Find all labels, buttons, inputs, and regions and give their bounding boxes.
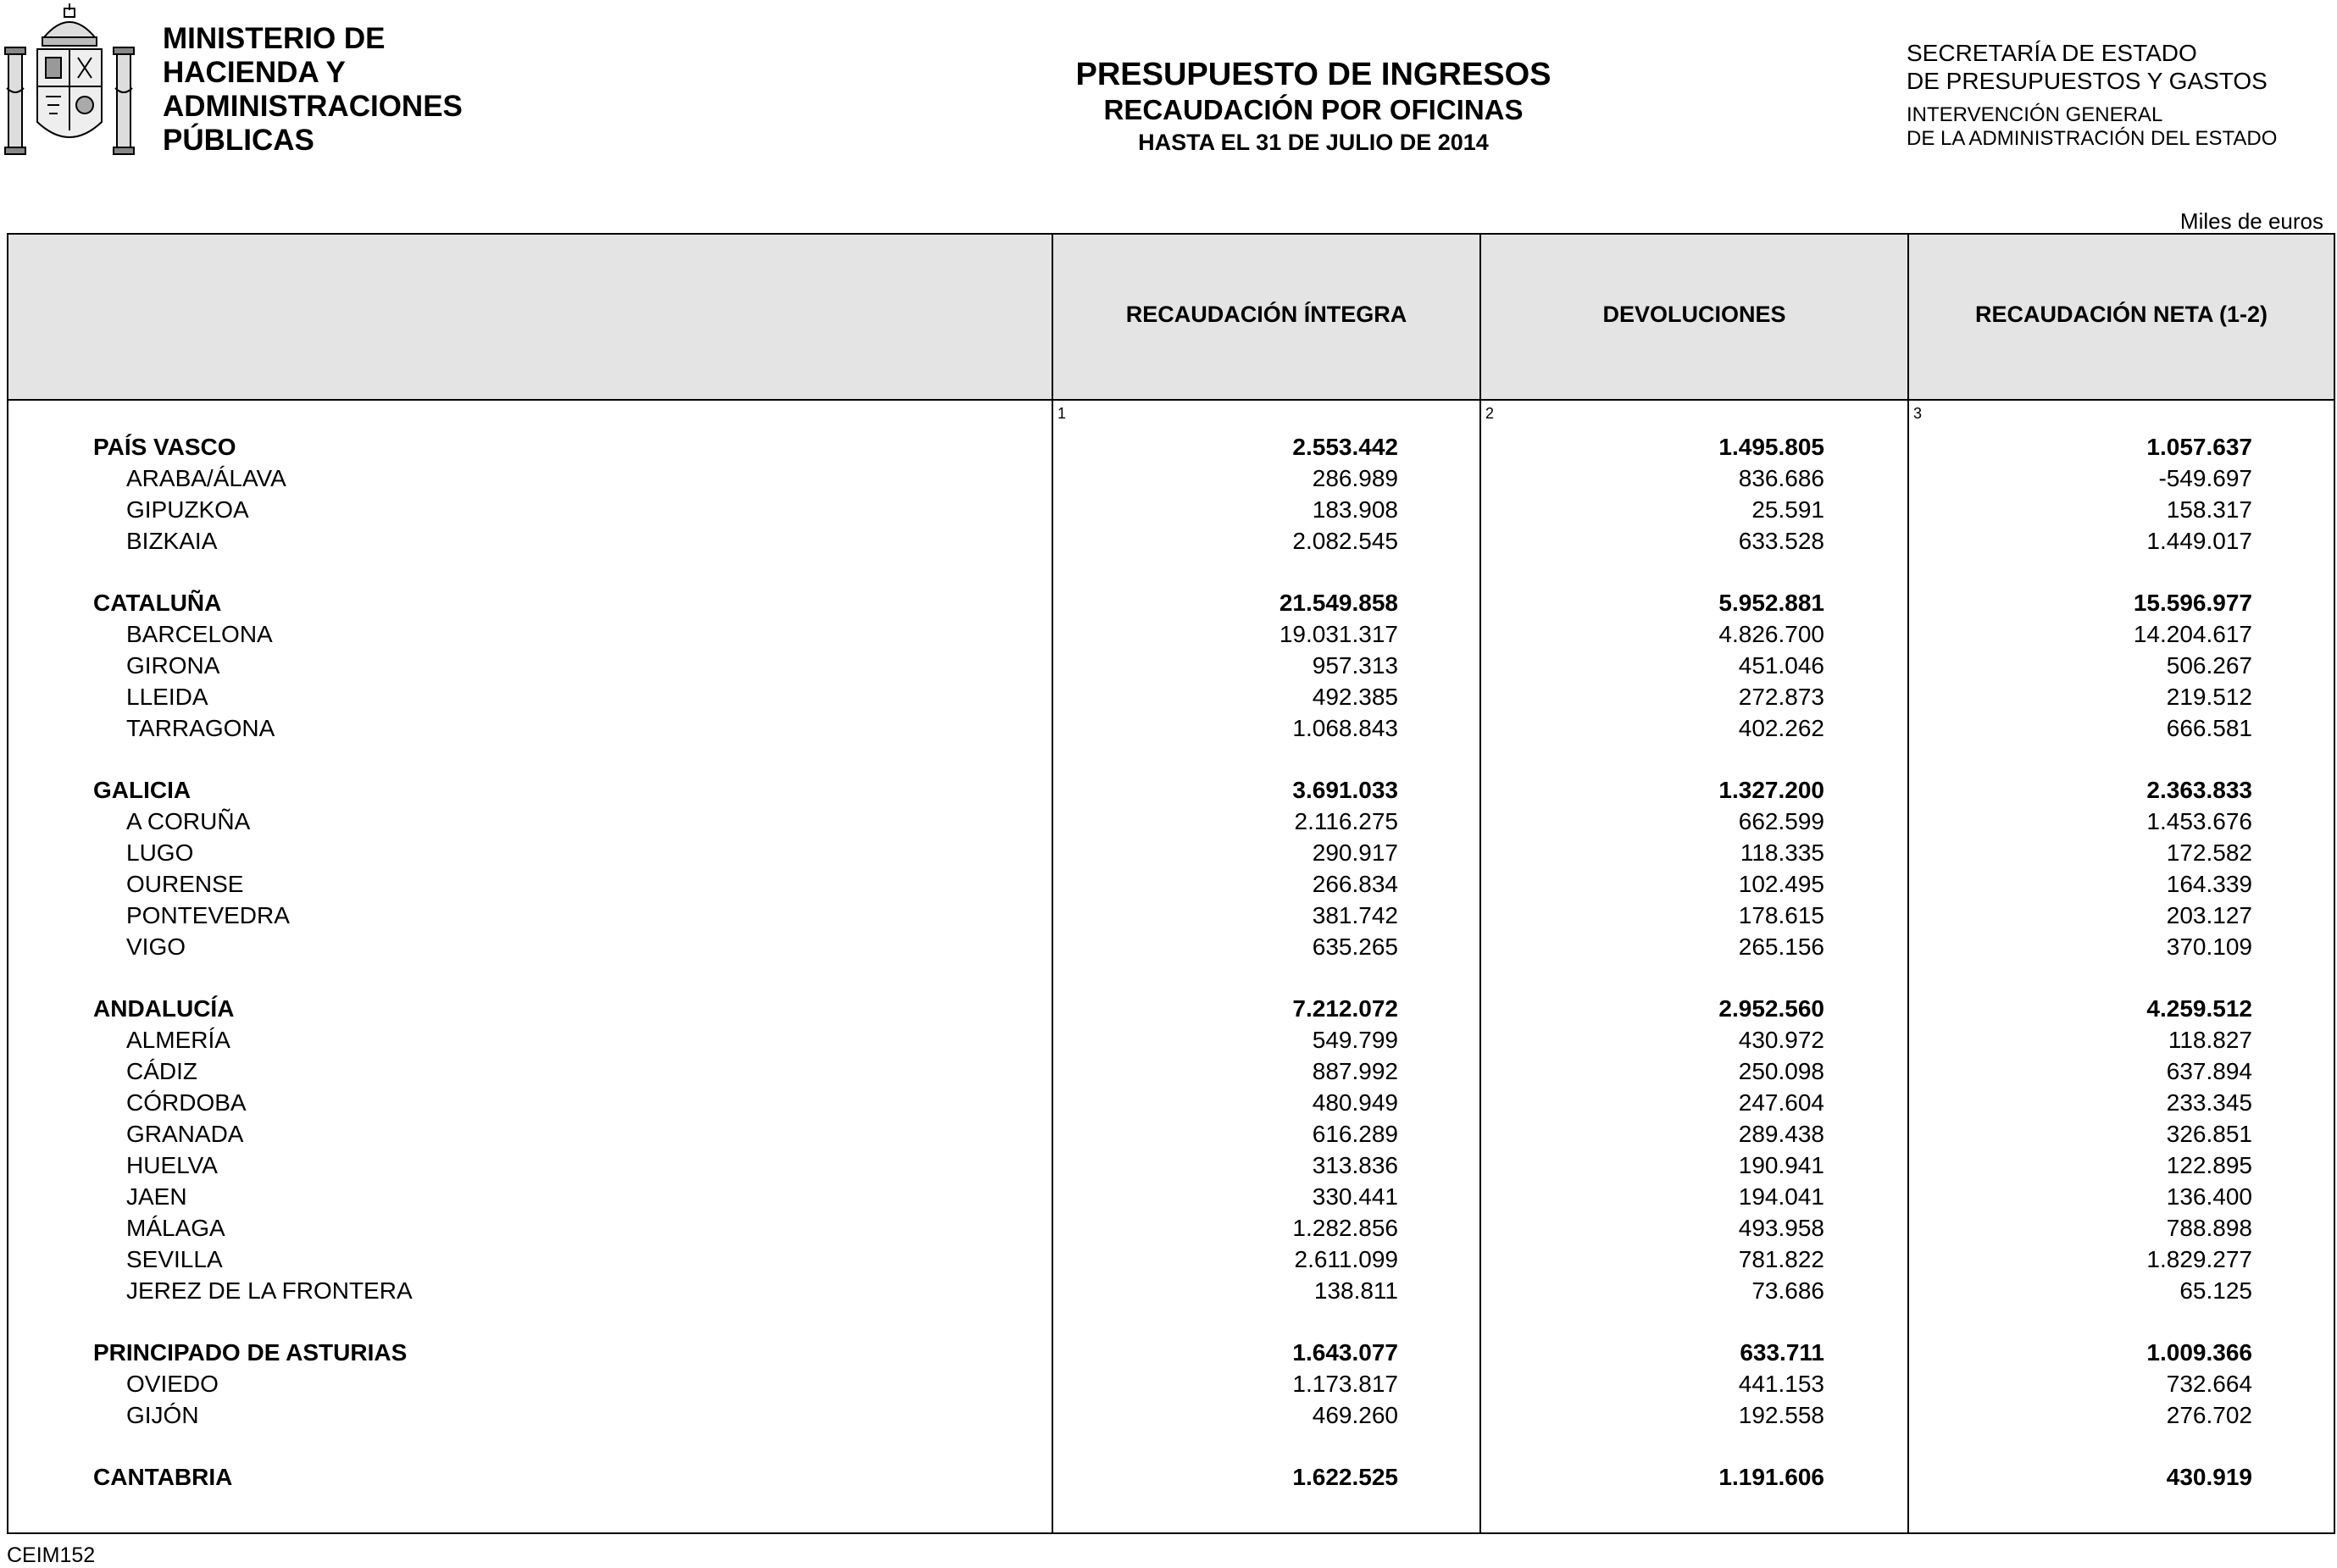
ministry-line: MINISTERIO DE xyxy=(163,22,386,55)
row-name: SEVILLA xyxy=(126,1246,223,1272)
column-header-neta: RECAUDACIÓN NETA (1-2) xyxy=(1974,302,2268,327)
value-neta: 276.702 xyxy=(2166,1402,2252,1428)
value-integra: 957.313 xyxy=(1312,652,1398,679)
value-neta: 506.267 xyxy=(2166,652,2252,679)
ministry-line: PÚBLICAS xyxy=(163,124,314,157)
value-integra: 2.611.099 xyxy=(1294,1246,1398,1272)
region-row xyxy=(8,993,2334,1024)
report-subtitle: RECAUDACIÓN POR OFICINAS xyxy=(1103,94,1524,125)
value-devoluciones: 662.599 xyxy=(1738,808,1824,834)
office-row xyxy=(8,900,2334,931)
value-integra: 1.068.843 xyxy=(1292,715,1398,741)
region-row xyxy=(8,1337,2334,1368)
value-integra: 887.992 xyxy=(1312,1058,1398,1084)
office-row xyxy=(8,1275,2334,1306)
row-name: BARCELONA xyxy=(126,621,273,647)
office-row xyxy=(8,494,2334,525)
office-row xyxy=(8,931,2334,962)
value-neta: 326.851 xyxy=(2166,1121,2252,1147)
footer-code: CEIM152 xyxy=(7,1543,96,1567)
value-integra: 1.622.525 xyxy=(1292,1464,1398,1490)
report-title-block xyxy=(763,56,1864,158)
office-row xyxy=(8,1024,2334,1055)
row-name: CATALUÑA xyxy=(93,590,222,616)
value-devoluciones: 194.041 xyxy=(1738,1183,1824,1210)
office-row xyxy=(8,868,2334,900)
row-name: JEREZ DE LA FRONTERA xyxy=(126,1277,413,1304)
value-devoluciones: 102.495 xyxy=(1738,871,1824,897)
secretaria-line: DE PRESUPUESTOS Y GASTOS xyxy=(1907,68,2268,94)
value-neta: 172.582 xyxy=(2166,839,2252,866)
office-row xyxy=(8,1212,2334,1244)
row-name: JAEN xyxy=(126,1183,187,1210)
ministry-line: HACIENDA Y xyxy=(163,56,346,89)
value-devoluciones: 430.972 xyxy=(1738,1027,1824,1053)
value-devoluciones: 265.156 xyxy=(1738,934,1824,960)
value-neta: 219.512 xyxy=(2166,684,2252,710)
column-number: 1 xyxy=(1057,405,1067,422)
value-devoluciones: 402.262 xyxy=(1738,715,1824,741)
value-neta: 14.204.617 xyxy=(2133,621,2252,647)
value-integra: 480.949 xyxy=(1312,1089,1398,1116)
value-devoluciones: 2.952.560 xyxy=(1718,995,1824,1022)
row-name: ARABA/ÁLAVA xyxy=(126,465,286,491)
office-row xyxy=(8,618,2334,650)
value-neta: 1.453.676 xyxy=(2146,808,2252,834)
value-integra: 266.834 xyxy=(1312,871,1398,897)
office-row xyxy=(8,1087,2334,1118)
row-name: HUELVA xyxy=(126,1152,218,1178)
value-integra: 3.691.033 xyxy=(1292,777,1398,803)
value-neta: 788.898 xyxy=(2166,1215,2252,1241)
value-devoluciones: 633.528 xyxy=(1738,528,1824,554)
region-row xyxy=(8,774,2334,806)
office-row xyxy=(8,1150,2334,1181)
region-row xyxy=(8,431,2334,463)
row-name: VIGO xyxy=(126,934,186,960)
value-devoluciones: 1.327.200 xyxy=(1718,777,1824,803)
value-neta: 1.829.277 xyxy=(2146,1246,2252,1272)
row-name: GRANADA xyxy=(126,1121,244,1147)
value-neta: 65.125 xyxy=(2179,1277,2252,1304)
row-name: BIZKAIA xyxy=(126,528,218,554)
intervencion-line: DE LA ADMINISTRACIÓN DEL ESTADO xyxy=(1907,127,2278,150)
value-devoluciones: 289.438 xyxy=(1738,1121,1824,1147)
value-integra: 549.799 xyxy=(1312,1027,1398,1053)
region-row xyxy=(8,1461,2334,1493)
row-name: LLEIDA xyxy=(126,684,208,710)
office-row xyxy=(8,681,2334,712)
value-neta: 164.339 xyxy=(2166,871,2252,897)
value-neta: 158.317 xyxy=(2166,496,2252,523)
office-row xyxy=(8,1055,2334,1087)
ministry-name xyxy=(163,22,463,158)
value-integra: 492.385 xyxy=(1312,684,1398,710)
row-name: PAÍS VASCO xyxy=(93,434,236,460)
value-neta: 2.363.833 xyxy=(2146,777,2252,803)
value-integra: 635.265 xyxy=(1312,934,1398,960)
value-integra: 1.643.077 xyxy=(1292,1339,1398,1366)
column-number: 3 xyxy=(1913,405,1923,422)
value-devoluciones: 4.826.700 xyxy=(1718,621,1824,647)
row-name: GIRONA xyxy=(126,652,220,679)
office-row xyxy=(8,1181,2334,1212)
secretaria-block xyxy=(1907,39,2277,151)
region-row xyxy=(8,587,2334,618)
column-header-devoluciones: DEVOLUCIONES xyxy=(1602,302,1786,327)
value-neta: 136.400 xyxy=(2166,1183,2252,1210)
value-integra: 7.212.072 xyxy=(1292,995,1398,1022)
value-neta: 203.127 xyxy=(2166,902,2252,928)
units-label: Miles de euros xyxy=(2179,208,2323,234)
value-neta: 122.895 xyxy=(2166,1152,2252,1178)
row-name: ANDALUCÍA xyxy=(93,995,235,1022)
value-devoluciones: 118.335 xyxy=(1740,839,1824,866)
value-integra: 290.917 xyxy=(1312,839,1398,866)
value-devoluciones: 781.822 xyxy=(1738,1246,1824,1272)
report-date: HASTA EL 31 DE JULIO DE 2014 xyxy=(1138,130,1489,155)
value-devoluciones: 836.686 xyxy=(1738,465,1824,491)
row-name: PRINCIPADO DE ASTURIAS xyxy=(93,1339,408,1366)
office-row xyxy=(8,1368,2334,1399)
row-name: GIJÓN xyxy=(126,1402,199,1428)
value-integra: 469.260 xyxy=(1312,1402,1398,1428)
office-row xyxy=(8,525,2334,557)
row-name: CÓRDOBA xyxy=(126,1089,247,1116)
value-neta: 118.827 xyxy=(2168,1027,2252,1053)
value-integra: 2.082.545 xyxy=(1292,528,1398,554)
value-devoluciones: 25.591 xyxy=(1751,496,1824,523)
value-integra: 2.116.275 xyxy=(1294,808,1398,834)
value-integra: 381.742 xyxy=(1312,902,1398,928)
row-name: GIPUZKOA xyxy=(126,496,249,523)
value-integra: 313.836 xyxy=(1312,1152,1398,1178)
value-neta: 666.581 xyxy=(2166,715,2252,741)
ministry-line: ADMINISTRACIONES xyxy=(163,90,463,123)
value-devoluciones: 451.046 xyxy=(1738,652,1824,679)
value-integra: 1.173.817 xyxy=(1292,1371,1398,1397)
value-devoluciones: 250.098 xyxy=(1738,1058,1824,1084)
value-devoluciones: 1.495.805 xyxy=(1718,434,1824,460)
row-name: TARRAGONA xyxy=(126,715,275,741)
office-row xyxy=(8,712,2334,744)
row-name: CANTABRIA xyxy=(93,1464,233,1490)
value-integra: 183.908 xyxy=(1312,496,1398,523)
value-devoluciones: 5.952.881 xyxy=(1718,590,1824,616)
value-devoluciones: 73.686 xyxy=(1751,1277,1824,1304)
value-integra: 1.282.856 xyxy=(1292,1215,1398,1241)
table-body xyxy=(8,431,2334,1493)
row-name: ALMERÍA xyxy=(126,1027,230,1053)
value-devoluciones: 1.191.606 xyxy=(1718,1464,1824,1490)
value-neta: 370.109 xyxy=(2166,934,2252,960)
value-neta: 430.919 xyxy=(2166,1464,2252,1490)
row-name: CÁDIZ xyxy=(126,1058,197,1084)
row-name: LUGO xyxy=(126,839,194,866)
value-neta: 732.664 xyxy=(2166,1371,2252,1397)
value-devoluciones: 441.153 xyxy=(1738,1371,1824,1397)
value-integra: 616.289 xyxy=(1312,1121,1398,1147)
value-devoluciones: 190.941 xyxy=(1738,1152,1824,1178)
report-title: PRESUPUESTO DE INGRESOS xyxy=(1075,57,1552,92)
value-neta: -549.697 xyxy=(2158,465,2252,491)
row-name: GALICIA xyxy=(93,777,192,803)
value-neta: 4.259.512 xyxy=(2146,995,2252,1022)
office-row xyxy=(8,650,2334,681)
office-row xyxy=(8,463,2334,494)
office-row xyxy=(8,837,2334,868)
value-devoluciones: 192.558 xyxy=(1738,1402,1824,1428)
office-row xyxy=(8,1244,2334,1275)
office-row xyxy=(8,806,2334,837)
office-row xyxy=(8,1118,2334,1150)
value-neta: 1.057.637 xyxy=(2146,434,2252,460)
value-integra: 286.989 xyxy=(1312,465,1398,491)
coat-of-arms-logo xyxy=(3,3,136,166)
value-neta: 15.596.977 xyxy=(2133,590,2252,616)
value-integra: 19.031.317 xyxy=(1279,621,1398,647)
row-name: A CORUÑA xyxy=(126,808,251,834)
column-header-integra: RECAUDACIÓN ÍNTEGRA xyxy=(1125,302,1407,327)
value-integra: 330.441 xyxy=(1312,1183,1398,1210)
value-integra: 21.549.858 xyxy=(1279,590,1398,616)
row-name: OURENSE xyxy=(126,871,244,897)
row-name: MÁLAGA xyxy=(126,1215,225,1241)
value-devoluciones: 633.711 xyxy=(1740,1339,1824,1366)
value-integra: 2.553.442 xyxy=(1292,434,1398,460)
value-integra: 138.811 xyxy=(1313,1277,1398,1304)
value-devoluciones: 493.958 xyxy=(1738,1215,1824,1241)
value-neta: 1.449.017 xyxy=(2146,528,2252,554)
value-neta: 1.009.366 xyxy=(2146,1339,2252,1366)
office-row xyxy=(8,1399,2334,1431)
value-devoluciones: 272.873 xyxy=(1738,684,1824,710)
intervencion-line: INTERVENCIÓN GENERAL xyxy=(1907,103,2163,126)
row-name: OVIEDO xyxy=(126,1371,219,1397)
row-name: PONTEVEDRA xyxy=(126,902,290,928)
value-devoluciones: 178.615 xyxy=(1738,902,1824,928)
value-neta: 233.345 xyxy=(2166,1089,2252,1116)
secretaria-line: SECRETARÍA DE ESTADO xyxy=(1907,40,2197,66)
value-neta: 637.894 xyxy=(2166,1058,2252,1084)
column-number: 2 xyxy=(1485,405,1495,422)
value-devoluciones: 247.604 xyxy=(1738,1089,1824,1116)
